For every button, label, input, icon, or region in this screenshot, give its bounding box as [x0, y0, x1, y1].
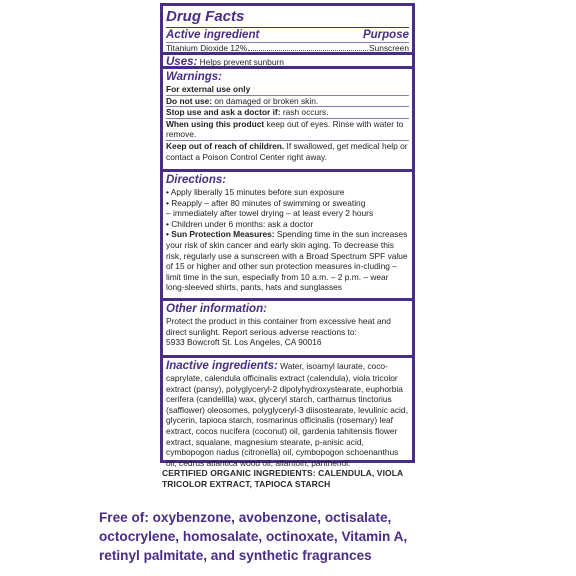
direction-item: • Apply liberally 15 minutes before sun exposure: [166, 187, 345, 197]
sun-protection-measures: • Sun Protection Measures: Spending time in the sun increases your risk of skin cancer and early skin aging. To decrease this risk, regularly use a sunscreen with a Broad Spectrum SPF value of 15 or higher and other sun protection measures in-cluding – limit time in the sun, especially from 10 a.m. – 2 p.m. – wear long-sleeved shirts, pants, hats and sunglasses: [166, 229, 408, 293]
inactive-ingredients-title: Inactive ingredients:: [166, 360, 278, 372]
purpose-value: Sunscreen: [368, 43, 409, 53]
do-not-use: Do not use: on damaged or broken skin.: [166, 95, 319, 106]
uses-text: Helps prevent sunburn: [199, 57, 284, 67]
active-ingredient-row: [166, 42, 409, 54]
direction-item: • Children under 6 months: ask a doctor: [166, 218, 314, 229]
drug-facts-panel: [160, 3, 415, 468]
stop-use: Stop use and ask a doctor if: rash occurs.: [166, 107, 329, 118]
direction-item: • Reapply – after 80 minutes of swimming or sweating: [166, 197, 366, 208]
drug-facts-section: [163, 6, 412, 55]
uses-section: [163, 55, 412, 69]
other-information-title: Other information:: [166, 303, 267, 315]
when-using: When using this product keep out of eyes. Rinse with water to remove.: [166, 118, 404, 140]
free-of-statement: [99, 508, 519, 565]
directions-section: [163, 172, 412, 301]
free-of-line: octocrylene, homosalate, octinoxate, Vitamin A,: [99, 529, 408, 544]
direction-item: – immediately after towel drying – at least every 2 hours: [166, 208, 374, 219]
active-ingredient-header: [166, 29, 409, 42]
free-of-line: Free of: oxybenzone, avobenzone, octisalate,: [99, 510, 392, 525]
warnings-title: Warnings:: [166, 71, 223, 83]
uses-label: Uses:: [166, 56, 198, 68]
other-information-text: Protect the product in this container from excessive heat and direct sunlight. Report serious adverse reactions to:: [166, 316, 391, 337]
address: 5933 Bowcroft St. Los Angeles, CA 90016: [166, 337, 322, 348]
directions-title: Directions:: [166, 174, 227, 186]
free-of-line: retinyl palmitate, and synthetic fragrances: [99, 548, 372, 563]
drug-facts-title: Drug Facts: [166, 8, 245, 25]
inactive-ingredients-section: [163, 358, 412, 468]
warnings-section: [163, 69, 412, 172]
other-information-section: [163, 301, 412, 358]
active-ingredient-label: Active ingredient: [166, 29, 260, 41]
keep-out-of-reach: Keep out of reach of children. If swallowed, get medical help or contact a Poison Control Center right away.: [166, 140, 408, 162]
purpose-label: Purpose: [362, 29, 409, 41]
certified-organic-text: CERTIFIED ORGANIC INGREDIENTS: CALENDULA, VIOLA TRICOLOR EXTRACT, TAPIOCA STARCH: [162, 468, 403, 489]
inactive-ingredients-text: Water, isoamyl laurate, coco-caprylate, calendula officinalis extract (calendula), viola tricolor extract (pansy), polyglyceryl-2 dipolyhydroxystearate, euphorbia cerifera (candelilla) wax, glyceryl starch, carthamus tinctorius (safflower) oleosomes, polyglyceryl-3 diisostearate, levulinic acid, glycerin, tapioca starch, rosmarinus officinalis (rosemary) leaf extract, cocos nucifera (coconut) oil, gardenia tahitensis flower extract, squalane, magnesium stearate, p-anisic acid, cymbopogon nadus (citronella) oil, cymbopogon schoenanthus oil, cedrus atlantica wood oil, allantoin, panthenol.: [166, 361, 408, 468]
active-ingredient-value: Titanium Dioxide 12%: [166, 43, 248, 53]
certified-organic: [162, 468, 418, 490]
external-use: For external use only: [166, 84, 251, 94]
